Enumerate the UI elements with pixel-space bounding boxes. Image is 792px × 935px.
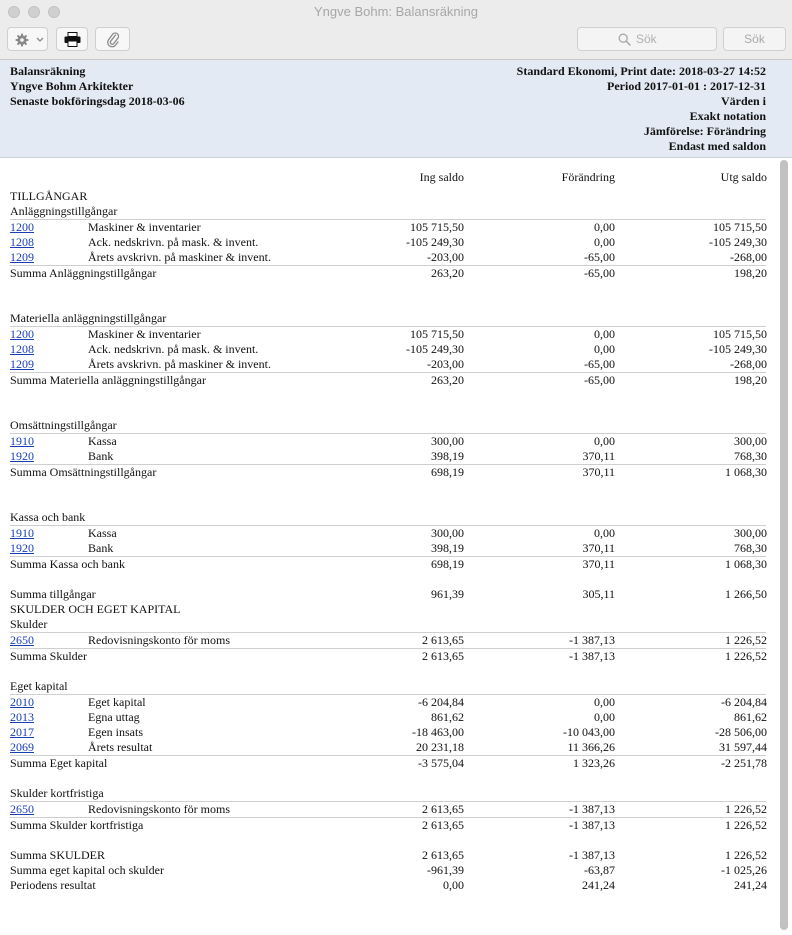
col-utg-saldo: Utg saldo	[720, 170, 767, 184]
settings-menu-button[interactable]	[7, 27, 48, 51]
account-number-link[interactable]: 1920	[10, 541, 34, 555]
forandring-value: -65,00	[584, 266, 615, 280]
report-header-left	[10, 64, 185, 109]
section-heading	[0, 679, 778, 694]
section-heading	[0, 189, 778, 204]
account-name: Bank	[88, 541, 114, 555]
attachment-button[interactable]	[95, 27, 130, 51]
ing-saldo-value: 105 715,50	[410, 220, 464, 234]
forandring-value: -63,87	[584, 863, 615, 877]
utg-saldo-value: -268,00	[730, 357, 767, 371]
gear-icon	[14, 32, 30, 48]
search-button[interactable]: Sök	[723, 27, 786, 51]
account-number-link[interactable]: 1209	[10, 250, 34, 264]
minimize-window-button[interactable]	[28, 6, 40, 18]
section-heading-text: Omsättningstillgångar	[10, 418, 117, 432]
ing-saldo-value: 698,19	[431, 557, 464, 571]
forandring-value: 370,11	[582, 541, 615, 555]
account-row	[0, 449, 778, 464]
search-placeholder: Sök	[636, 32, 657, 46]
utg-saldo-value: 1 068,30	[725, 465, 767, 479]
account-row	[0, 342, 778, 357]
forandring-value: -1 387,13	[569, 818, 615, 832]
utg-saldo-value: -105 249,30	[709, 235, 767, 249]
filter-info: Endast med saldon	[668, 139, 766, 153]
summary-label: Summa Skulder kortfristiga	[10, 818, 144, 832]
utg-saldo-value: 1 226,52	[725, 802, 767, 816]
section-heading	[0, 786, 778, 801]
forandring-value: 305,11	[582, 587, 615, 601]
account-row	[0, 434, 778, 449]
forandring-value: -1 387,13	[569, 633, 615, 647]
utg-saldo-value: 861,62	[734, 710, 767, 724]
ing-saldo-value: 961,39	[431, 587, 464, 601]
ing-saldo-value: 398,19	[431, 541, 464, 555]
ing-saldo-value: 105 715,50	[410, 327, 464, 341]
last-booking-date: Senaste bokföringsdag 2018-03-06	[10, 94, 185, 108]
utg-saldo-value: 768,30	[734, 449, 767, 463]
account-row	[0, 695, 778, 710]
summary-label: Summa Kassa och bank	[10, 557, 125, 571]
window-titlebar	[0, 0, 792, 24]
account-number-link[interactable]: 1920	[10, 449, 34, 463]
forandring-value: -65,00	[584, 357, 615, 371]
report-body	[0, 159, 778, 935]
account-name: Eget kapital	[88, 695, 146, 709]
account-row	[0, 220, 778, 235]
comparison-info: Jämförelse: Förändring	[643, 124, 766, 138]
company-name: Yngve Bohm Arkitekter	[10, 79, 134, 93]
ing-saldo-value: -203,00	[427, 250, 464, 264]
utg-saldo-value: 300,00	[734, 526, 767, 540]
ing-saldo-value: 2 613,65	[422, 848, 464, 862]
utg-saldo-value: -1 025,26	[721, 863, 767, 877]
ing-saldo-value: 2 613,65	[422, 633, 464, 647]
utg-saldo-value: 1 226,52	[725, 818, 767, 832]
section-heading-text: Anläggningstillgångar	[10, 204, 118, 218]
ing-saldo-value: 2 613,65	[422, 818, 464, 832]
forandring-value: -1 387,13	[569, 649, 615, 663]
account-row	[0, 740, 778, 755]
col-ing-saldo: Ing saldo	[419, 170, 464, 184]
section-heading	[0, 311, 778, 326]
account-name: Årets avskrivn. på maskiner & invent.	[88, 250, 271, 264]
account-name: Egna uttag	[88, 710, 140, 724]
account-number-link[interactable]: 1200	[10, 327, 34, 341]
summary-label: Summa tillgångar	[10, 587, 96, 601]
section-heading	[0, 510, 778, 525]
account-row	[0, 327, 778, 342]
utg-saldo-value: 768,30	[734, 541, 767, 555]
summary-label: Summa Anläggningstillgångar	[10, 266, 157, 280]
forandring-value: -10 043,00	[563, 725, 615, 739]
account-name: Bank	[88, 449, 114, 463]
summary-row	[0, 848, 778, 863]
utg-saldo-value: -268,00	[730, 250, 767, 264]
forandring-value: 0,00	[594, 220, 615, 234]
account-number-link[interactable]: 1910	[10, 526, 34, 540]
ing-saldo-value: 300,00	[431, 526, 464, 540]
utg-saldo-value: 1 266,50	[725, 587, 767, 601]
section-heading-text: SKULDER OCH EGET KAPITAL	[10, 602, 181, 616]
report-header-right	[517, 64, 766, 154]
ing-saldo-value: 263,20	[431, 266, 464, 280]
account-name: Årets avskrivn. på maskiner & invent.	[88, 357, 271, 371]
account-number-link[interactable]: 2650	[10, 802, 34, 816]
account-name: Egen insats	[88, 725, 143, 739]
toolbar	[0, 24, 792, 60]
paperclip-icon	[106, 31, 120, 48]
section-heading-text: Materiella anläggningstillgångar	[10, 311, 167, 325]
utg-saldo-value: 1 226,52	[725, 848, 767, 862]
forandring-value: -65,00	[584, 250, 615, 264]
account-row	[0, 541, 778, 556]
ing-saldo-value: -105 249,30	[406, 342, 464, 356]
ing-saldo-value: 861,62	[431, 710, 464, 724]
ing-saldo-value: -203,00	[427, 357, 464, 371]
summary-label: Summa eget kapital och skulder	[10, 863, 164, 877]
section-heading-text: Skulder kortfristiga	[10, 786, 104, 800]
col-forandring: Förändring	[561, 170, 615, 184]
section-heading	[0, 418, 778, 433]
account-name: Maskiner & inventarier	[88, 327, 201, 341]
forandring-value: 0,00	[594, 526, 615, 540]
utg-saldo-value: 198,20	[734, 373, 767, 387]
ing-saldo-value: 300,00	[431, 434, 464, 448]
section-heading-text: Kassa och bank	[10, 510, 86, 524]
forandring-value: 0,00	[594, 235, 615, 249]
section-heading	[0, 602, 778, 617]
forandring-value: 241,24	[582, 878, 615, 892]
account-name: Ack. nedskrivn. på mask. & invent.	[88, 235, 259, 249]
account-row	[0, 357, 778, 372]
account-number-link[interactable]: 1208	[10, 342, 34, 356]
forandring-value: -1 387,13	[569, 802, 615, 816]
utg-saldo-value: 198,20	[734, 266, 767, 280]
period-info: Period 2017-01-01 : 2017-12-31	[607, 79, 766, 93]
forandring-value: 1 323,26	[573, 756, 615, 770]
notation-info: Exakt notation	[689, 109, 766, 123]
summary-label: Summa Eget kapital	[10, 756, 108, 770]
close-window-button[interactable]	[8, 6, 20, 18]
account-number-link[interactable]: 2013	[10, 710, 34, 724]
utg-saldo-value: 105 715,50	[713, 220, 767, 234]
summary-row	[0, 878, 778, 893]
account-row	[0, 235, 778, 250]
vertical-scrollbar[interactable]	[780, 160, 788, 930]
search-icon	[618, 33, 631, 46]
utg-saldo-value: 31 597,44	[719, 740, 767, 754]
forandring-value: 370,11	[582, 465, 615, 479]
account-name: Ack. nedskrivn. på mask. & invent.	[88, 342, 259, 356]
window-title: Yngve Bohm: Balansräkning	[313, 4, 479, 19]
ing-saldo-value: -105 249,30	[406, 235, 464, 249]
account-row	[0, 725, 778, 740]
forandring-value: 0,00	[594, 695, 615, 709]
print-button[interactable]	[56, 27, 88, 51]
account-number-link[interactable]: 2650	[10, 633, 34, 647]
summary-row	[0, 818, 778, 833]
account-row	[0, 250, 778, 265]
utg-saldo-value: 1 226,52	[725, 633, 767, 647]
report-header	[0, 60, 792, 158]
section-heading	[0, 617, 778, 632]
summary-label: Summa Skulder	[10, 649, 87, 663]
summary-row	[0, 373, 778, 388]
account-number-link[interactable]: 1209	[10, 357, 34, 371]
forandring-value: 0,00	[594, 434, 615, 448]
utg-saldo-value: 105 715,50	[713, 327, 767, 341]
utg-saldo-value: 1 226,52	[725, 649, 767, 663]
summary-label: Summa Materiella anläggningstillgångar	[10, 373, 206, 387]
column-headers	[0, 170, 778, 185]
summary-row	[0, 266, 778, 281]
utg-saldo-value: -6 204,84	[721, 695, 767, 709]
ing-saldo-value: 2 613,65	[422, 649, 464, 663]
zoom-window-button[interactable]	[48, 6, 60, 18]
account-number-link[interactable]: 2069	[10, 740, 34, 754]
account-number-link[interactable]: 1200	[10, 220, 34, 234]
ing-saldo-value: 263,20	[431, 373, 464, 387]
section-heading-text: Skulder	[10, 617, 48, 631]
report-title: Balansräkning	[10, 64, 86, 78]
summary-label: Summa SKULDER	[10, 848, 106, 862]
search-input[interactable]	[577, 27, 717, 51]
summary-label: Summa Omsättningstillgångar	[10, 465, 157, 479]
print-info: Standard Ekonomi, Print date: 2018-03-27 14:52	[516, 64, 766, 78]
ing-saldo-value: -3 575,04	[418, 756, 464, 770]
section-heading-text: Eget kapital	[10, 679, 68, 693]
account-name: Redovisningskonto för moms	[88, 802, 231, 816]
account-number-link[interactable]: 2010	[10, 695, 34, 709]
account-name: Kassa	[88, 434, 117, 448]
forandring-value: 370,11	[582, 449, 615, 463]
summary-row	[0, 649, 778, 664]
section-heading-text: TILLGÅNGAR	[10, 189, 88, 203]
account-number-link[interactable]: 1208	[10, 235, 34, 249]
utg-saldo-value: 1 068,30	[725, 557, 767, 571]
forandring-value: -65,00	[584, 373, 615, 387]
account-name: Maskiner & inventarier	[88, 220, 201, 234]
account-row	[0, 526, 778, 541]
account-name: Redovisningskonto för moms	[88, 633, 231, 647]
values-info: Värden i	[721, 94, 766, 108]
account-number-link[interactable]: 1910	[10, 434, 34, 448]
utg-saldo-value: 300,00	[734, 434, 767, 448]
utg-saldo-value: -105 249,30	[709, 342, 767, 356]
ing-saldo-value: 0,00	[443, 878, 464, 892]
ing-saldo-value: -6 204,84	[418, 695, 464, 709]
ing-saldo-value: 2 613,65	[422, 802, 464, 816]
printer-icon	[64, 32, 81, 47]
ing-saldo-value: -961,39	[427, 863, 464, 877]
utg-saldo-value: -2 251,78	[721, 756, 767, 770]
ing-saldo-value: 398,19	[431, 449, 464, 463]
forandring-value: 0,00	[594, 327, 615, 341]
forandring-value: 0,00	[594, 342, 615, 356]
chevron-down-icon	[36, 37, 44, 43]
account-name: Kassa	[88, 526, 117, 540]
account-number-link[interactable]: 2017	[10, 725, 34, 739]
summary-label: Periodens resultat	[10, 878, 96, 892]
account-row	[0, 633, 778, 648]
forandring-value: -1 387,13	[569, 848, 615, 862]
forandring-value: 11 366,26	[567, 740, 615, 754]
account-name: Årets resultat	[88, 740, 153, 754]
summary-row	[0, 863, 778, 878]
ing-saldo-value: 20 231,18	[416, 740, 464, 754]
ing-saldo-value: 698,19	[431, 465, 464, 479]
section-heading	[0, 204, 778, 219]
ing-saldo-value: -18 463,00	[412, 725, 464, 739]
utg-saldo-value: 241,24	[734, 878, 767, 892]
forandring-value: 370,11	[582, 557, 615, 571]
forandring-value: 0,00	[594, 710, 615, 724]
summary-row	[0, 587, 778, 602]
account-row	[0, 710, 778, 725]
summary-row	[0, 557, 778, 572]
summary-row	[0, 756, 778, 771]
utg-saldo-value: -28 506,00	[715, 725, 767, 739]
account-row	[0, 802, 778, 817]
summary-row	[0, 465, 778, 480]
